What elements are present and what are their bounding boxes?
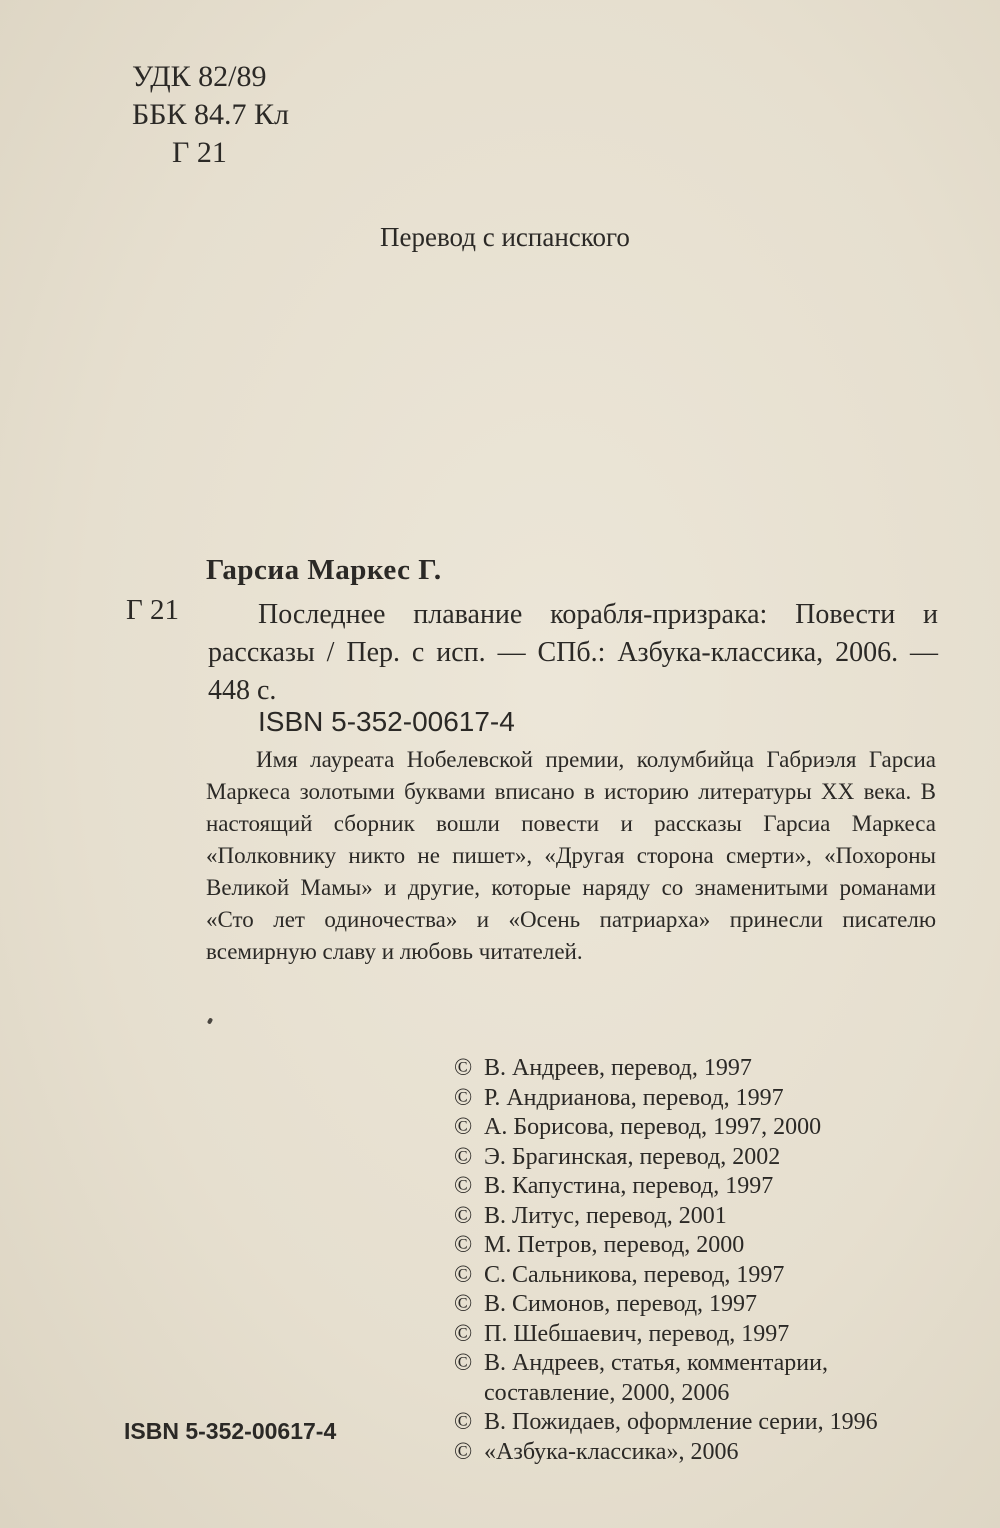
copyright-icon: © xyxy=(454,1320,473,1347)
print-speck xyxy=(207,1017,213,1024)
copyright-line: © В. Симонов, перевод, 1997 xyxy=(454,1290,878,1320)
copyright-icon: © xyxy=(454,1261,473,1288)
copyright-icon: © xyxy=(454,1232,473,1258)
copyright-icon: © xyxy=(454,1114,473,1140)
classification-block xyxy=(132,58,289,172)
entry-author: Гарсиа Маркес Г. xyxy=(206,554,442,586)
copyright-icon: © xyxy=(454,1143,473,1170)
copyright-line-continued: составление, 2000, 2006 xyxy=(484,1379,730,1406)
annotation-text: Имя лауреата Нобелевской премии, колумбийца Габриэля Гарсиа Маркеса золотыми буквами вписано в историю литературы XX века. В настоящий сборник вошли повести и рассказы Гарсиа Маркеса «Полковнику никто не пишет», «Другая сторона смерти», «Похороны Великой Мамы» и другие, которые наряду со знаменитыми романами «Сто лет одиночества» и «Осень патриарха» принесли писателю всемирную славу и любовь читателей. xyxy=(206,747,936,964)
entry-code: Г 21 xyxy=(126,594,180,626)
copyright-icon: © xyxy=(454,1084,473,1111)
copyright-icon: © xyxy=(454,1055,473,1081)
description-text: Последнее плавание корабля-призрака: Повести и рассказы / Пер. с исп. — СПб.: Азбука-классика, 2006. — 448 с. xyxy=(208,599,938,706)
copyright-line: © В. Литус, перевод, 2001 xyxy=(454,1202,878,1232)
copyright-line: © В. Андреев, перевод, 1997 xyxy=(454,1054,878,1084)
translation-note: Перевод с испанского xyxy=(380,222,630,252)
copyright-line: © С. Сальникова, перевод, 1997 xyxy=(454,1261,878,1291)
bibliographic-description xyxy=(208,596,938,710)
copyright-icon: © xyxy=(454,1173,473,1199)
annotation xyxy=(206,744,936,968)
entry-isbn: ISBN 5-352-00617-4 xyxy=(258,706,515,737)
copyright-line: © В. Андреев, статья, комментарии, xyxy=(454,1349,878,1379)
copyright-line: © В. Пожидаев, оформление серии, 1996 xyxy=(454,1408,878,1438)
copyright-line: © П. Шебшаевич, перевод, 1997 xyxy=(454,1320,878,1350)
copyright-line: © «Азбука-классика», 2006 xyxy=(454,1438,878,1468)
copyright-line: © А. Борисова, перевод, 1997, 2000 xyxy=(454,1113,878,1143)
copyright-icon: © xyxy=(454,1438,473,1465)
copyright-icon: © xyxy=(454,1202,473,1229)
bbk-code: ББК 84.7 Кл xyxy=(132,98,289,131)
copyright-icon: © xyxy=(454,1409,473,1435)
udk-code: УДК 82/89 xyxy=(132,60,267,93)
copyright-line: © В. Капустина, перевод, 1997 xyxy=(454,1172,878,1202)
copyright-icon: © xyxy=(454,1350,473,1376)
copyright-line: © М. Петров, перевод, 2000 xyxy=(454,1231,878,1261)
copyright-icon: © xyxy=(454,1291,473,1317)
author-mark: Г 21 xyxy=(172,136,227,169)
copyright-line: © Р. Андрианова, перевод, 1997 xyxy=(454,1084,878,1114)
isbn-footer: ISBN 5-352-00617-4 xyxy=(124,1418,337,1444)
copyright-list xyxy=(454,1054,878,1467)
copyright-line: © Э. Брагинская, перевод, 2002 xyxy=(454,1143,878,1173)
